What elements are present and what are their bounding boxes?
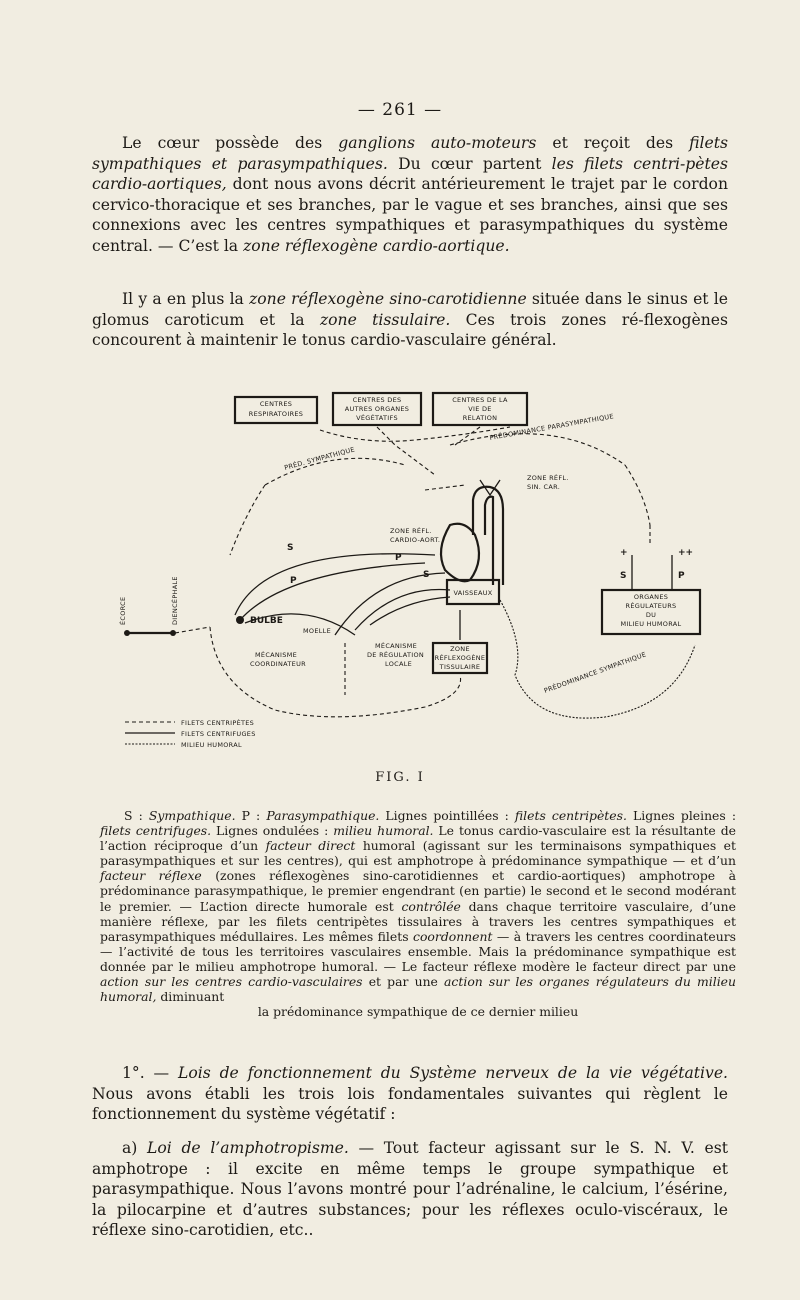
text: a) [122,1139,148,1157]
label-mecanisme-coordinateur: MÉCANISME [255,651,298,659]
svg-text:LOCALE: LOCALE [385,660,413,668]
svg-text:SIN. CAR.: SIN. CAR. [527,483,561,491]
label-s-top: S [287,543,294,553]
svg-text:CARDIO-AORT.: CARDIO-AORT. [390,536,441,544]
label-p-mid: P [290,576,297,586]
svg-text:RESPIRATOIRES: RESPIRATOIRES [248,410,304,418]
label-predominance-humorale: PRÉDOMINANCE SYMPATHIQUE [542,650,648,695]
text: Le tonus cardio-vasculaire est la résultante de l’action réciproque d’un [100,823,736,854]
text: Le cœur possède des [122,134,339,152]
svg-text:VAISSEAUX: VAISSEAUX [453,589,493,597]
text: Lignes pointillées : [379,808,515,823]
emphasis: filets centrifuges. [100,823,212,839]
svg-text:ZONE: ZONE [450,645,470,653]
text: Ces trois zones ré-flexogènes concourent à maintenir le tonus cardio-vasculaire général. [92,310,728,349]
label-bulbe: BULBE [250,616,283,626]
paragraph-2 [92,289,728,351]
label-s-mid: S [423,570,430,580]
emphasis: milieu humoral. [333,823,434,839]
label-plus: + [620,548,628,558]
figure-caption [100,808,736,1019]
text: Du cœur partent [387,154,552,173]
box-vie-relation [433,393,527,425]
box-centres-respiratoires [235,397,317,423]
emphasis: Lois de fonctionnement du Système nerveux de la vie végétative. [177,1064,729,1082]
label-moelle: MOELLE [303,627,331,635]
svg-text:CENTRES DES: CENTRES DES [352,396,402,404]
label-diencephale: DIENCÉPHALE [171,576,179,625]
label-plus-plus: ++ [678,548,694,558]
svg-text:ORGANES: ORGANES [633,593,669,601]
label-s-right: S [620,571,627,581]
svg-text:COORDINATEUR: COORDINATEUR [250,660,306,668]
text: 1°. — [122,1064,178,1082]
emphasis: filets centripètes. [514,808,627,823]
text: et par une [362,974,445,990]
text: S : [124,808,149,823]
text: Lignes ondulées : [211,823,334,839]
emphasis: action sur les centres cardio-vasculaires [100,974,363,990]
svg-text:FILETS CENTRIFUGES: FILETS CENTRIFUGES [181,730,256,738]
text: — à travers les centres coordinateurs — l’activité de tous les territoires vasculaires ensemble. Mais la prédominance sympathique est donnée par le milieu amphotrope humoral. — Le facteur réflexe modère le facteur direct par une [100,928,737,974]
paragraph-1 [92,133,728,256]
svg-text:VÉGÉTATIFS: VÉGÉTATIFS [356,414,398,422]
emphasis: filets sympathiques et parasympathiques. [92,134,728,173]
diagram-svg [105,385,730,765]
svg-text:RÉGULATEURS: RÉGULATEURS [625,602,677,610]
emphasis: Parasympathique. [266,808,380,823]
emphasis: contrôlée [401,898,461,914]
emphasis: Loi de l’amphotropisme. [147,1139,349,1157]
emphasis: zone tissulaire. [319,310,451,329]
svg-text:MILIEU HUMORAL: MILIEU HUMORAL [181,741,242,749]
emphasis: les filets centri-pètes cardio-aortiques, [92,154,728,193]
svg-text:RÉFLEXOGÈNE: RÉFLEXOGÈNE [434,654,486,662]
svg-text:MILIEU HUMORAL: MILIEU HUMORAL [620,620,682,628]
emphasis: Sympathique. [148,808,236,823]
page-number: — 261 — [357,100,443,120]
text: dans chaque territoire vasculaire, d’une manière réflexe, par les filets centripètes tissulaires à travers les centres sympathiques et parasympathiques médullaires. Les mêmes filets [100,898,736,944]
paragraph-3 [92,1063,728,1125]
label-p-top: P [395,553,402,563]
label-predominance-parasympathique: PRÉDOMINANCE PARASYMPATHIQUE [488,412,615,442]
label-ecorce: ÉCORCE [119,596,127,625]
svg-text:CENTRES: CENTRES [259,400,293,408]
text: Il y a en plus la [122,290,250,308]
text: P : [235,808,267,823]
emphasis: coordonnent [413,928,493,944]
label-zone-sin-car: ZONE RÉFL. [527,474,569,482]
text: humoral (agissant sur les terminaisons sympathiques et parasympathiques et sur les centres), qui est amphotrope à prédominance sympathique — et d’un [100,838,736,869]
text: (zones réflexogènes sino-carotidiennes et cardio-aortiques) amphotrope à prédominance parasympathique, le premier engendrant (en partie) le second et le second modérant le premier. — L’action directe humorale est [100,868,736,914]
legend [125,718,256,749]
text: située dans le sinus et le glomus caroticum et la [92,290,728,329]
label-predominance-sympathique-top: PRÉD. SYMPATHIQUE [283,445,356,472]
label-mecanisme-local: MÉCANISME [375,642,418,650]
text: et reçoit des [536,134,690,152]
text: Lignes pleines : [626,808,737,823]
emphasis: ganglions auto-moteurs [338,134,537,152]
figure-caption-label: FIG. I [375,770,425,785]
emphasis: zone réflexogène cardio-aortique. [243,236,510,255]
emphasis: facteur direct [265,838,356,854]
svg-text:FILETS CENTRIPÈTES: FILETS CENTRIPÈTES [181,719,255,727]
svg-text:DE RÉGULATION: DE RÉGULATION [367,651,425,659]
box-centres-vegetatifs [333,393,421,425]
emphasis: facteur réflexe [100,868,202,884]
emphasis: zone réflexogène sino-carotidienne [249,290,527,308]
text: dont nous avons décrit antérieurement le trajet par le cordon cervico-thoracique et ses branches, par le vague et ses branches, ainsi que ses connexions avec les centres sympathiques et parasympathiques du système central. — C’est la [92,175,728,255]
svg-text:RELATION: RELATION [462,414,498,422]
label-zone-cardio-aort: ZONE RÉFL. [390,527,432,535]
caption-last-line: la prédominance sympathique de ce dernier milieu [257,1004,579,1020]
text: Nous avons établi les trois lois fondamentales suivantes qui règlent le fonctionnement du système végétatif : [92,1084,728,1123]
svg-text:AUTRES ORGANES: AUTRES ORGANES [344,405,410,413]
emphasis: action sur les organes régulateurs du milieu humoral, [100,974,736,1005]
text: diminuant [156,989,225,1005]
paragraph-4 [92,1138,728,1241]
svg-text:DU: DU [645,611,657,619]
svg-text:CENTRES DE LA: CENTRES DE LA [452,396,508,404]
figure-diagram [105,385,730,765]
svg-text:TISSULAIRE: TISSULAIRE [439,663,481,671]
label-p-right: P [678,571,685,581]
svg-text:VIE DE: VIE DE [468,405,492,413]
text: — Tout facteur agissant sur le S. N. V. est amphotrope : il excite en même temps le groupe sympathique et parasympathique. Nous l’avons montré pour l’adrénaline, le calcium, l’ésérine, la pilocarpine et d’autres substances; pour les réflexes oculo-viscéraux, le réflexe sino-carotidien, etc.. [92,1139,728,1239]
